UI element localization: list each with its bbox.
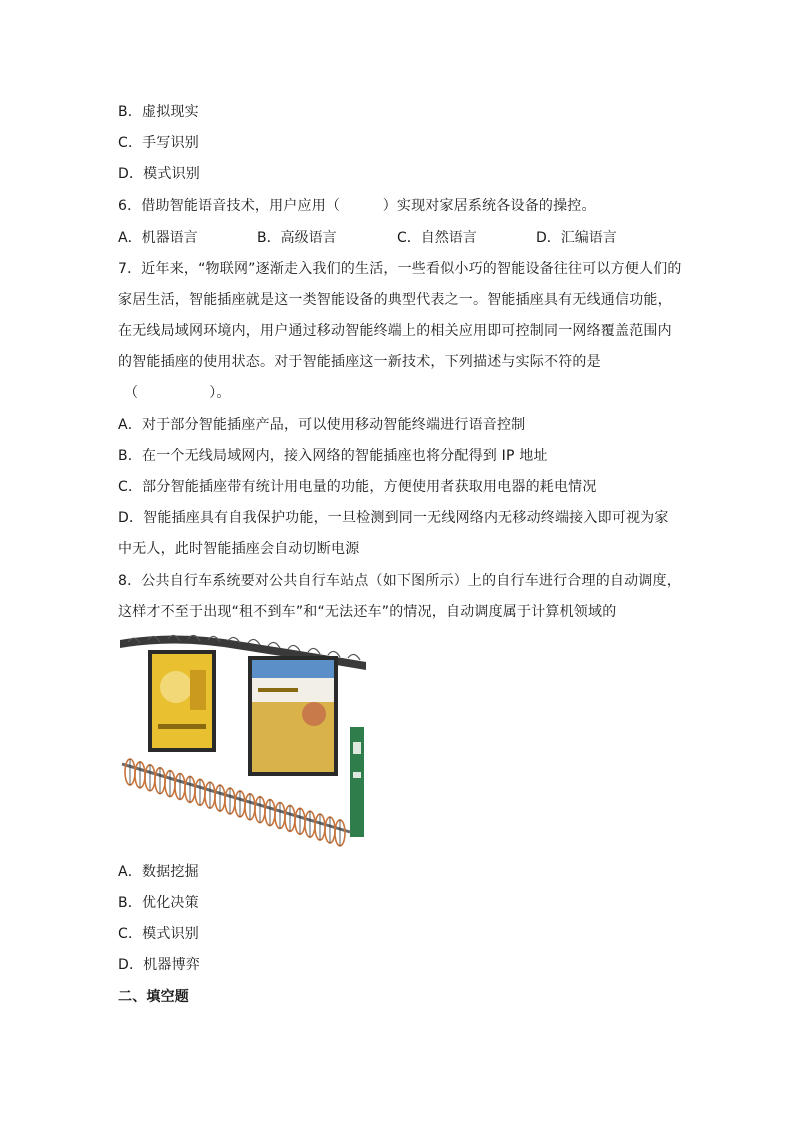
q8-option-a: A．数据挖掘: [118, 864, 199, 880]
q8-option-b: B．优化决策: [118, 895, 199, 911]
q8-stem-line: 这样才不至于出现“租不到车”和“无法还车”的情况，自动调度属于计算机领域的: [118, 604, 617, 620]
q8-option-c: C．模式识别: [118, 926, 199, 942]
q7-option-c: C．部分智能插座带有统计用电量的功能，方便使用者获取用电器的耗电情况: [118, 479, 597, 495]
q6-option-d: D．汇编语言: [536, 230, 617, 246]
q7-option-d-cont: 中无人，此时智能插座会自动切断电源: [118, 541, 360, 557]
q7-answer-blank: （ ）。: [124, 385, 231, 401]
q6-option-b: B．高级语言: [257, 230, 337, 246]
q6-option-a: A．机器语言: [118, 230, 198, 246]
bike-station-illustration: [118, 632, 368, 847]
q7-option-a: A．对于部分智能插座产品，可以使用移动智能终端进行语音控制: [118, 417, 526, 433]
q5-option-d: D．模式识别: [118, 166, 200, 182]
q7-option-d: D．智能插座具有自我保护功能，一旦检测到同一无线网络内无移动终端接入即可视为家: [118, 510, 669, 526]
q6-option-c: C．自然语言: [397, 230, 477, 246]
section-heading: 二、填空题: [118, 989, 189, 1005]
q8-option-d: D．机器博弈: [118, 957, 200, 973]
right-poster-figure: [302, 702, 326, 726]
q7-option-b: B．在一个无线局域网内，接入网络的智能插座也将分配得到 IP 地址: [118, 448, 548, 464]
q5-option-b: B．虚拟现实: [118, 104, 199, 120]
left-poster-figure: [160, 671, 192, 703]
q7-stem-line: 家居生活，智能插座就是这一类智能设备的典型代表之一。智能插座具有无线通信功能，: [118, 292, 672, 308]
q6-stem: 6．借助智能语音技术，用户应用（ ）实现对家居系统各设备的操控。: [118, 198, 596, 214]
q7-stem-line: 的智能插座的使用状态。对于智能插座这一新技术，下列描述与实际不符的是: [118, 354, 601, 370]
q5-option-c: C．手写识别: [118, 135, 199, 151]
q7-stem-line: 7．近年来，“物联网”逐渐走入我们的生活，一些看似小巧的智能设备往往可以方便人们的: [118, 261, 682, 277]
q8-stem-line: 8．公共自行车系统要对公共自行车站点（如下图所示）上的自行车进行合理的自动调度，: [118, 573, 681, 589]
q7-stem-line: 在无线局域网环境内，用户通过移动智能终端上的相关应用即可控制同一网络覆盖范围内: [118, 323, 672, 339]
